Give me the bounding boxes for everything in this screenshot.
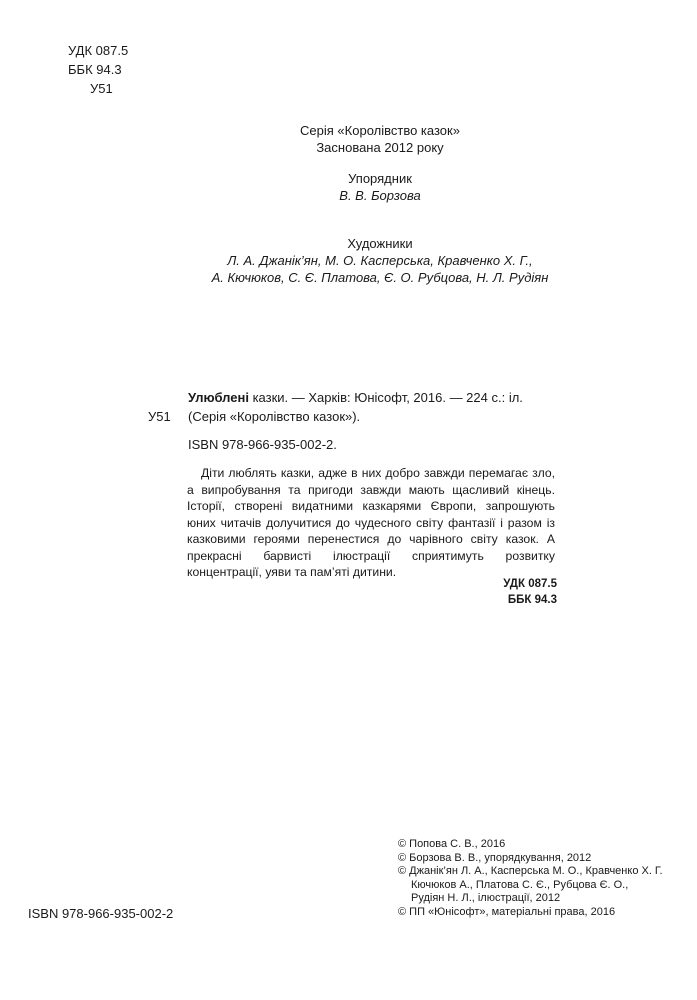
bbk-code: ББК 94.3 [68, 62, 122, 77]
udk-code-bottom: УДК 087.5 [503, 578, 557, 590]
illustrators-label: Художники [347, 236, 413, 251]
illustrators-line-1: Л. А. Джанік’ян, М. О. Касперська, Кравченко Х. Г., [227, 253, 533, 268]
copyright-line: © Борзова В. В., упорядкування, 2012 [398, 851, 592, 864]
series-founded: Заснована 2012 року [316, 140, 444, 155]
author-mark: У51 [90, 81, 113, 96]
biblio-author-mark: У51 [148, 409, 171, 424]
illustrators-line-2: А. Кючюков, С. Є. Платова, Є. О. Рубцова, Н. Л. Рудіян [211, 270, 549, 285]
copyright-line: © ПП «Юнісофт», матеріальні права, 2016 [398, 905, 616, 918]
series-info [200, 122, 560, 156]
series-name: Серія «Королівство казок» [300, 123, 460, 138]
copyright-notices [398, 838, 663, 919]
copyright-line: © Джанік’ян Л. А., Касперська М. О., Кравченко Х. Г. [398, 865, 663, 877]
bibliographic-record [148, 388, 588, 454]
biblio-title-line [188, 388, 588, 407]
annotation-text: Діти люблять казки, адже в них добро завжди перемагає зло, а випробування та пригоди завжди мають щасливий кінець. Історії, створені видатними казкарями Європи, запрошують юних читачів долучитися до чудесного світу фантазії і разом із казковими героями перенестися до чарівного світу казок. А прекрасні барвисті ілюстрації сприятимуть розвитку концентрації, уяви та пам’яті дитини. [187, 466, 555, 579]
compiler-info [200, 170, 560, 204]
biblio-isbn: ISBN 978-966-935-002-2. [188, 437, 337, 452]
biblio-series: (Серія «Королівство казок»). [188, 409, 361, 424]
compiler-label: Упорядник [348, 171, 412, 186]
classification-codes-top [68, 41, 128, 98]
copyright-line-continued: Кючюков А., Платова С. Є., Рубцова Є. О., [411, 878, 629, 891]
copyright-line-continued: Рудіян Н. Л., ілюстрації, 2012 [411, 892, 561, 904]
annotation [187, 465, 555, 581]
copyright-line: © Попова С. В., 2016 [398, 838, 506, 850]
publication-details: казки. — Харків: Юнісофт, 2016. — 224 с.: іл. [248, 390, 523, 405]
compiler-name: В. В. Борзова [339, 188, 421, 203]
isbn-bottom: ISBN 978-966-935-002-2 [28, 906, 174, 921]
bbk-code-bottom: ББК 94.3 [507, 594, 557, 606]
illustrators-info [170, 235, 590, 286]
book-title: Улюблені [188, 390, 249, 405]
udk-code: УДК 087.5 [68, 43, 129, 58]
classification-codes-bottom [503, 576, 557, 608]
